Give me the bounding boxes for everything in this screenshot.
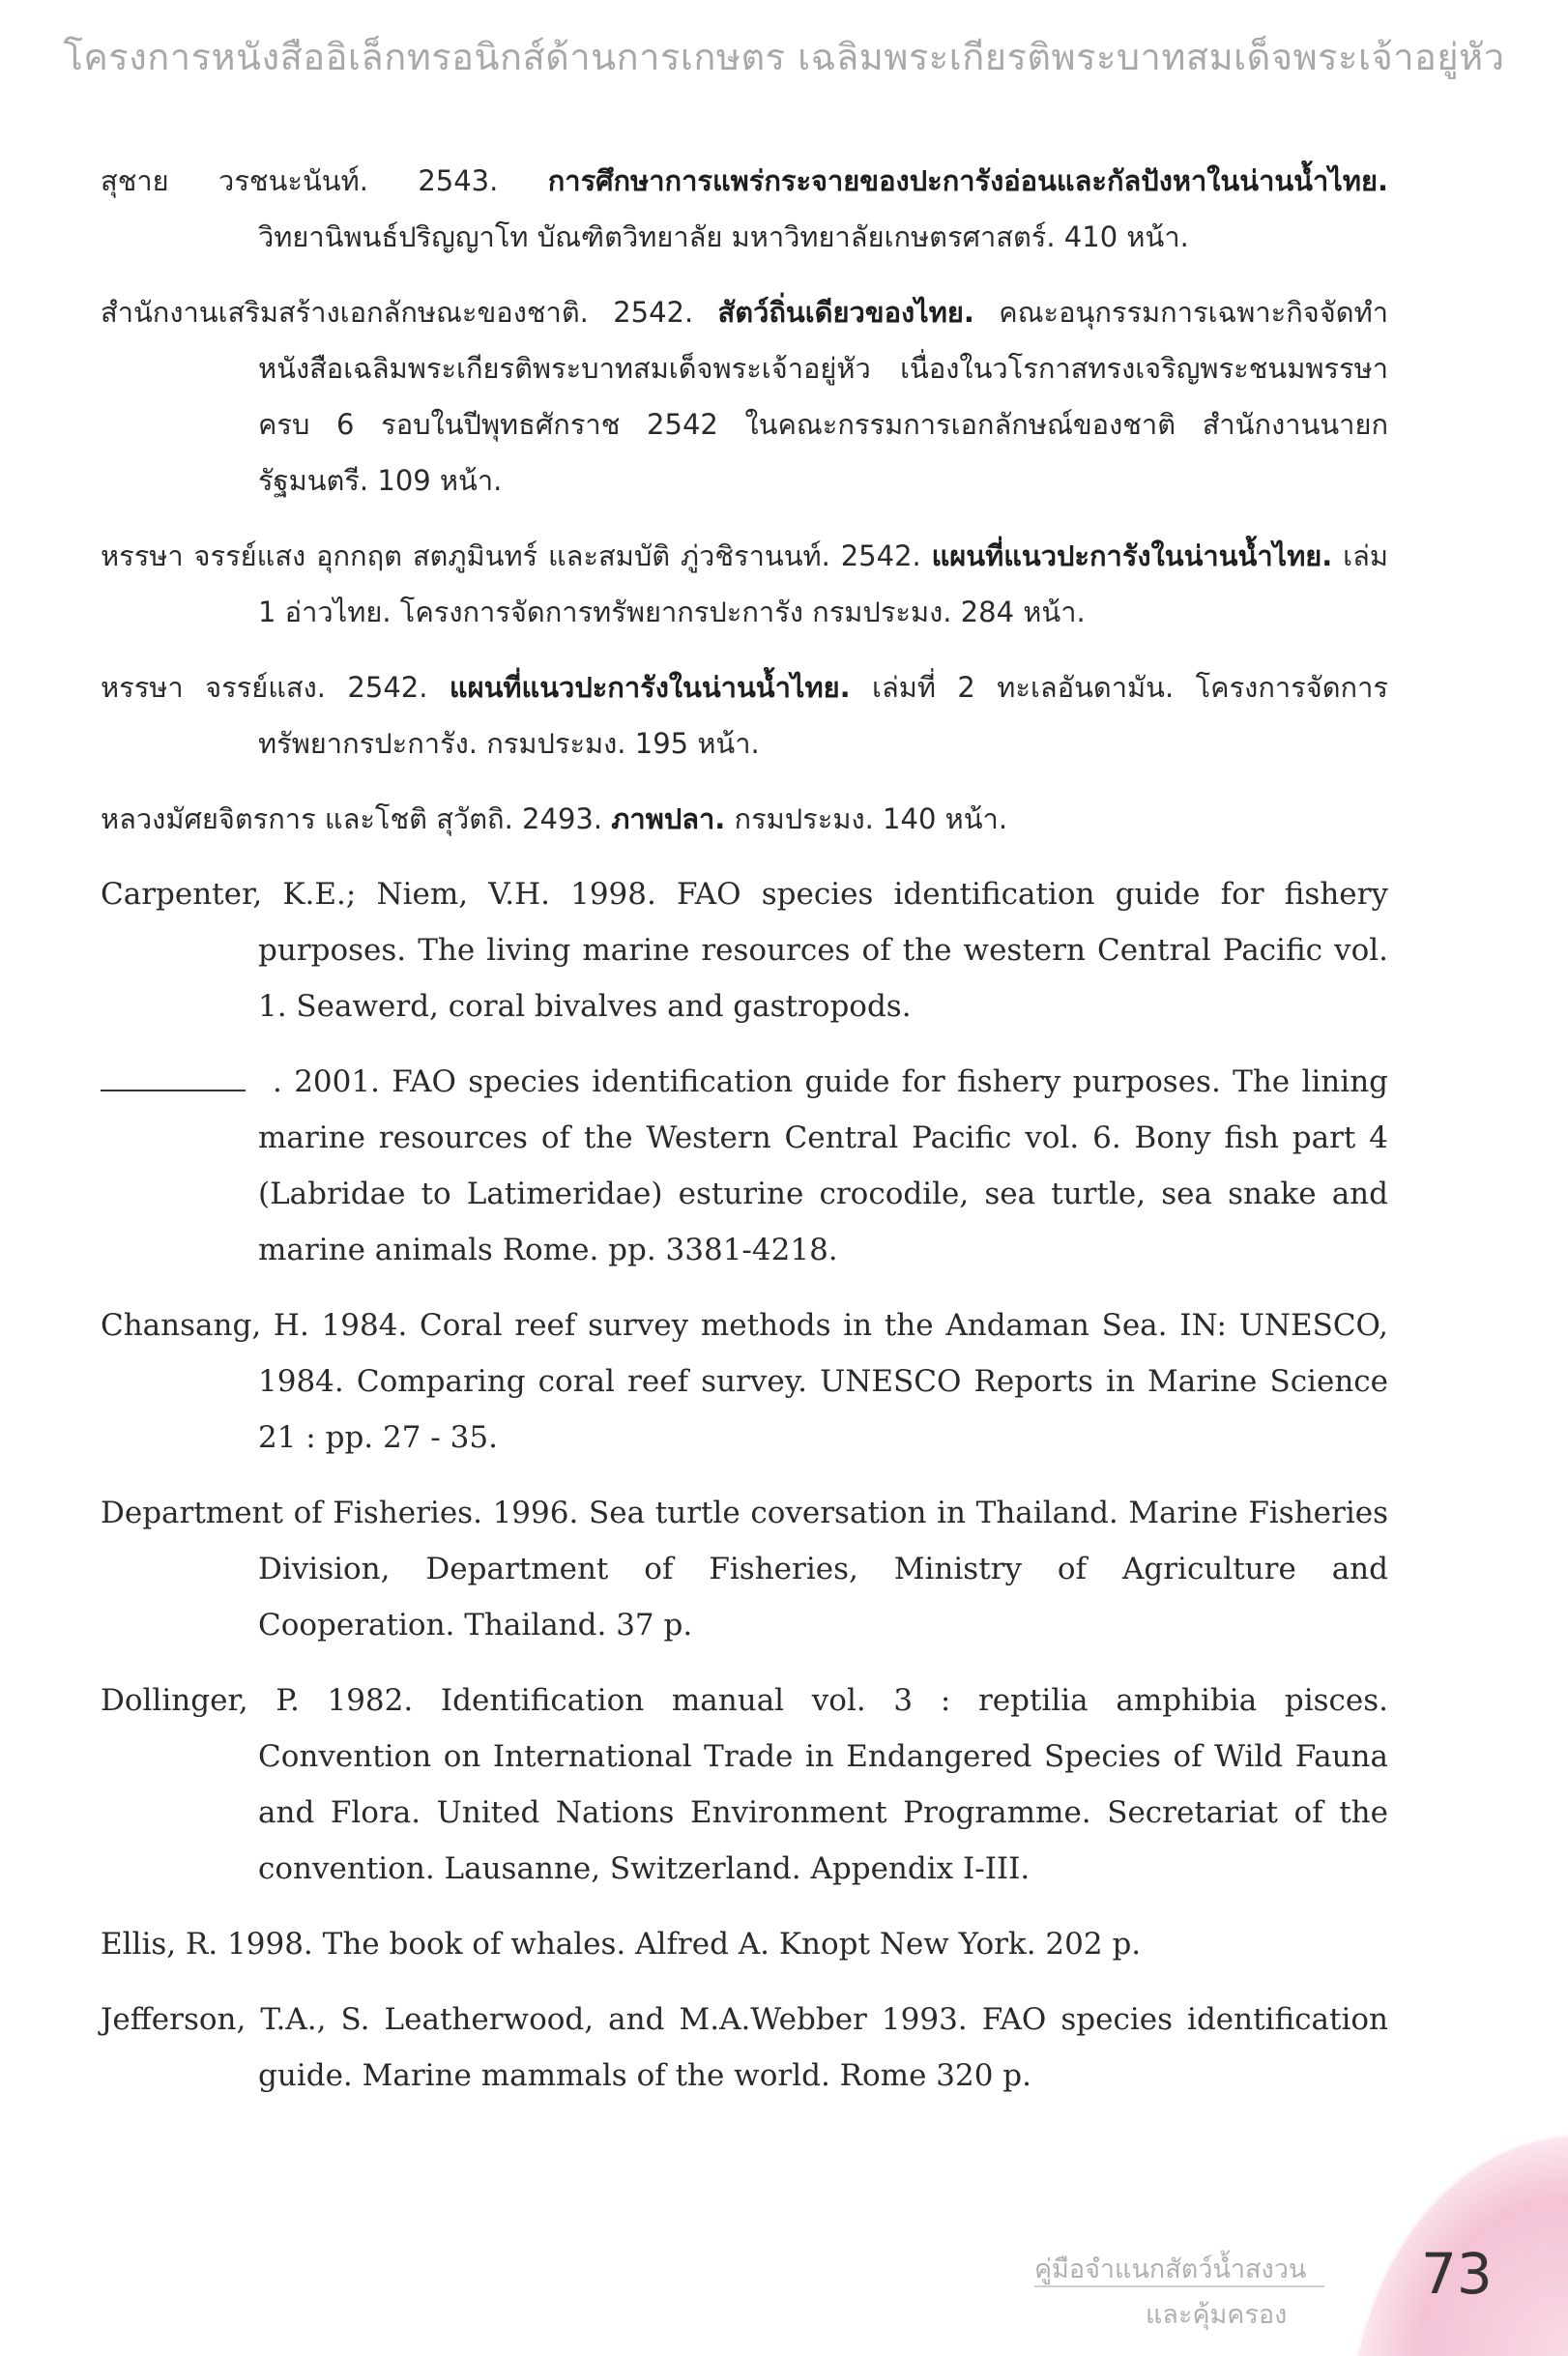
- reference-rest: คณะอนุกรรมการเฉพาะกิจจัดทำหนังสือเฉลิมพระเกียรติพระบาทสมเด็จพระเจ้าอยู่หัว เนื่องในวโรกาสทรงเจริญพระชนมพรรษาครบ 6 รอบในปีพุทธศักราช 2542 ในคณะกรรมการเอกลักษณ์ของชาติ สำนักงานนายกรัฐมนตรี. 109 หน้า.: [258, 296, 1388, 497]
- page-corner-decoration: [1317, 2105, 1568, 2356]
- reference-entry: [101, 1297, 1388, 1466]
- reference-text: Chansang, H. 1984. Coral reef survey methods in the Andaman Sea. IN: UNESCO, 1984. Comparing coral reef survey. UNESCO Reports in Marine Science 21 : pp. 27 - 35.: [101, 1308, 1388, 1455]
- reference-title: การศึกษาการแพร่กระจายของปะการังอ่อนและกัลปังหาในน่านน้ำไทย.: [547, 164, 1388, 197]
- reference-lead: หรรษา จรรย์แสง อุกกฤต สตภูมินทร์ และสมบัติ ภู่วชิรานนท์. 2542.: [101, 539, 932, 572]
- repeated-author-dash: [101, 1064, 246, 1091]
- reference-title: ภาพปลา.: [611, 802, 726, 835]
- reference-rest: กรมประมง. 140 หน้า.: [725, 802, 1008, 835]
- reference-entry: [101, 284, 1388, 509]
- reference-text: Department of Fisheries. 1996. Sea turtle coversation in Thailand. Marine Fisheries Division, Department of Fisheries, Ministry of Agriculture and Cooperation. Thailand. 37 p.: [101, 1496, 1388, 1643]
- book-subtitle: และคุ้มครอง: [1146, 2300, 1288, 2330]
- reference-entry: [101, 659, 1388, 771]
- reference-title: สัตว์ถิ่นเดียวของไทย.: [717, 296, 974, 329]
- reference-entry: [101, 528, 1388, 640]
- reference-entry: [101, 866, 1388, 1034]
- reference-entry: [101, 1485, 1388, 1653]
- reference-title: แผนที่แนวปะการังในน่านน้ำไทย.: [931, 539, 1333, 572]
- reference-entry: [101, 1992, 1388, 2104]
- reference-text: Jefferson, T.A., S. Leatherwood, and M.A.Webber 1993. FAO species identification guide. Marine mammals of the world. Rome 320 p.: [101, 2002, 1388, 2093]
- reference-text: Carpenter, K.E.; Niem, V.H. 1998. FAO species identification guide for fishery purposes. The living marine resources of the western Central Pacific vol. 1. Seawerd, coral bivalves and gastropods.: [101, 877, 1388, 1024]
- reference-lead: สำนักงานเสริมสร้างเอกลักษณะของชาติ. 2542.: [101, 296, 718, 329]
- reference-lead: หรรษา จรรย์แสง. 2542.: [101, 671, 450, 704]
- reference-entry: [101, 1672, 1388, 1897]
- reference-entry: [101, 791, 1388, 847]
- reference-list: [101, 153, 1388, 2123]
- reference-entry: [101, 1916, 1388, 1972]
- reference-text: . 2001. FAO species identification guide for fishery purposes. The lining marine resources of the Western Central Pacific vol. 6. Bony fish part 4 (Labridae to Latimeridae) esturine crocodile, sea turtle, sea snake and marine animals Rome. pp. 3381-4218.: [258, 1064, 1388, 1267]
- book-title: คู่มือจำแนกสัตว์น้ำสงวน: [1034, 2254, 1307, 2284]
- page-number: 73: [1421, 2241, 1493, 2307]
- reference-lead: สุชาย วรชนะนันท์. 2543.: [101, 164, 548, 197]
- reference-text: Ellis, R. 1998. The book of whales. Alfred A. Knopt New York. 202 p.: [101, 1927, 1142, 1962]
- reference-entry: [101, 1054, 1388, 1278]
- reference-lead: หลวงมัศยจิตรการ และโชติ สุวัตถิ. 2493.: [101, 802, 612, 835]
- reference-rest: เล่ม 1 อ่าวไทย. โครงการจัดการทรัพยากรปะการัง กรมประมง. 284 หน้า.: [258, 539, 1388, 628]
- running-header: โครงการหนังสืออิเล็กทรอนิกส์ด้านการเกษตร เฉลิมพระเกียรติพระบาทสมเด็จพระเจ้าอยู่หัว: [63, 36, 1505, 78]
- reference-rest: เล่มที่ 2 ทะเลอันดามัน. โครงการจัดการทรัพยากรปะการัง. กรมประมง. 195 หน้า.: [258, 671, 1388, 760]
- reference-title: แผนที่แนวปะการังในน่านน้ำไทย.: [449, 671, 851, 704]
- reference-entry: [101, 153, 1388, 265]
- reference-rest: วิทยานิพนธ์ปริญญาโท บัณฑิตวิทยาลัย มหาวิทยาลัยเกษตรศาสตร์. 410 หน้า.: [258, 220, 1189, 253]
- reference-text: Dollinger, P. 1982. Identification manual vol. 3 : reptilia amphibia pisces. Convention on International Trade in Endangered Species of Wild Fauna and Flora. United Nations Environment Programme. Secretariat of the convention. Lausanne, Switzerland. Appendix I-III.: [101, 1683, 1388, 1886]
